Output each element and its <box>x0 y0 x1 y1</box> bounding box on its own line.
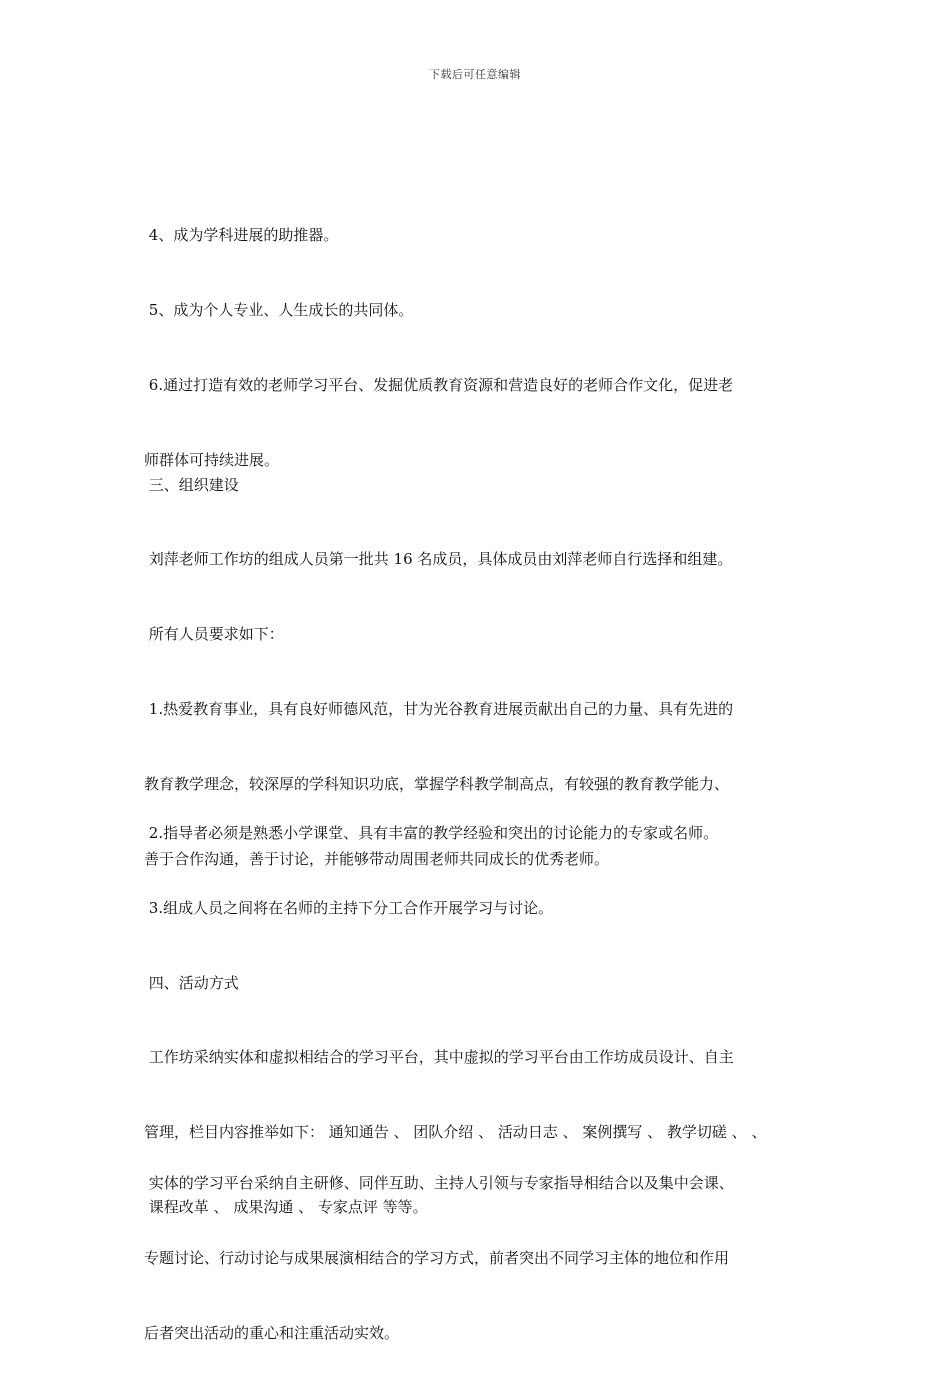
text-line: 工作坊采纳实体和虚拟相结合的学习平台，其中虚拟的学习平台由工作坊成员设计、自主 <box>144 1048 734 1066</box>
text-line: 善于合作沟通，善于讨论，并能够带动周围老师共同成长的优秀老师。 <box>144 850 610 868</box>
page-header: 下载后可任意编辑 <box>429 68 521 81</box>
text-line: 教育教学理念，较深厚的学科知识功底，掌握学科教学制高点，有较强的教育教学能力、 <box>144 775 730 793</box>
text-line: 所有人员要求如下： <box>144 625 284 643</box>
text-line: 6.通过打造有效的老师学习平台、发掘优质教育资源和营造良好的老师合作文化，促进老 <box>144 376 734 394</box>
text-line: 5、成为个人专业、人生成长的共同体。 <box>144 301 414 319</box>
text-line: 师群体可持续进展。 <box>144 451 280 469</box>
text-line: 1.热爱教育事业，具有良好师德风范，甘为光谷教育进展贡献出自己的力量、具有先进的 <box>144 700 734 718</box>
text-line: 后者突出活动的重心和注重活动实效。 <box>144 1324 400 1342</box>
paragraph-physical-platform <box>144 1121 816 1396</box>
text-line: 专题讨论、行动讨论与成果展演相结合的学习方式，前者突出不同学习主体的地位和作用 <box>144 1249 730 1267</box>
text-line: 刘萍老师工作坊的组成人员第一批共 16 名成员，具体成员由刘萍老师自行选择和组建。 <box>144 550 733 568</box>
text-line: 三、组织建设 <box>144 476 239 494</box>
text-line: 3.组成人员之间将在名师的主持下分工合作开展学习与讨论。 <box>144 899 554 917</box>
text-line: 课程改革 、 成果沟通 、 专家点评 等等。 <box>144 1198 428 1216</box>
text-line: 实体的学习平台采纳自主研修、同伴互助、主持人引领与专家指导相结合以及集中会课、 <box>144 1174 734 1192</box>
text-line: 4、成为学科进展的助推器。 <box>144 226 339 244</box>
text-line: 2.指导者必须是熟悉小学课堂、具有丰富的教学经验和突出的讨论能力的专家或名师。 <box>144 824 719 842</box>
text-line: 四、活动方式 <box>144 974 239 992</box>
text-line: 管理，栏目内容推举如下： 通知通告 、 团队介绍 、 活动日志 、 案例撰写 、 教学切磋 、 、 <box>144 1123 767 1141</box>
